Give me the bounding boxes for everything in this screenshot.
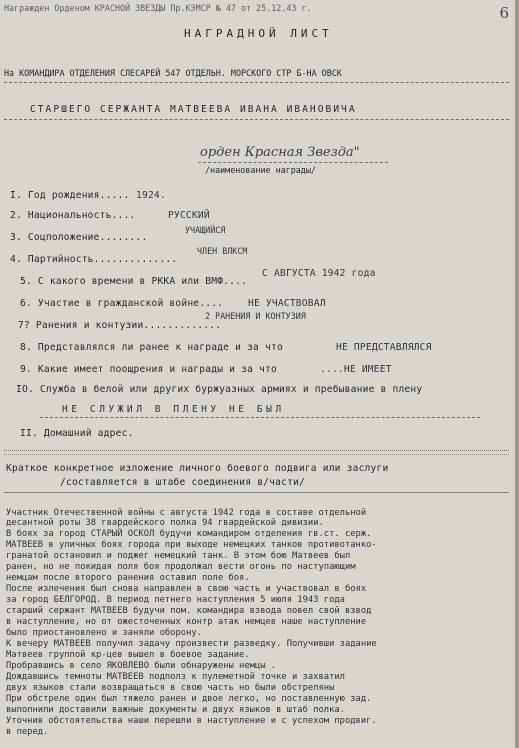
summary-line: К вечеру МАТВЕЕВ получил задачу произвести разведку. Получивши задание xyxy=(6,639,377,649)
summary-line: было приостановлено и заняли оборону. xyxy=(6,628,202,638)
unit-line: На КОМАНДИРА ОТДЕЛЕНИЯ СЛЕСАРЕЙ 547 ОТДЕЛЬН. МОРСКОГО СТР Б-НА ОВСК xyxy=(4,68,342,78)
summary-heading: Краткое конкретное изложение личного боевого подвига или заслуги xyxy=(6,463,389,474)
field-label-foreign-service: IO. Служба в белой или других буржуазных армиях и пребывание в плену xyxy=(16,384,423,395)
summary-divider xyxy=(4,492,509,493)
field-value-honors: ....НЕ ИМЕЕТ xyxy=(320,364,392,375)
field-value-party: ЧЛЕН ВЛКСМ xyxy=(197,246,248,256)
field-label-birth-year: I. Год рождения..... xyxy=(10,190,130,201)
field-label-address: II. Домашний адрес. xyxy=(20,428,134,439)
unit-underline xyxy=(4,82,509,83)
summary-line: выполнили доставили важные документы и двух языков в штаб полка. xyxy=(6,705,345,715)
field-value-social-status: УЧАЩИЙСЯ xyxy=(185,225,226,235)
summary-line: Участник Отечественной войны с августа 1942 года в составе отдельной xyxy=(6,508,367,518)
award-name-handwritten: орден Красная Звезда" xyxy=(200,145,360,160)
field-label-civil-war: 6. Участие в гражданской войне.... xyxy=(20,298,224,309)
recipient-name: СТАРШЕГО СЕРЖАНТА МАТВЕЕВА ИВАНА ИВАНОВИЧА xyxy=(30,104,357,115)
summary-line: МАТВЕЕВ в уличных боях города при выходе немецких танков противотанко- xyxy=(6,540,377,550)
summary-line: Пробравшись в село ЯКОВЛЕВО были обнаружены немцы . xyxy=(6,661,277,671)
summary-subheading: /составляется в штабе соединения в/части/ xyxy=(60,477,306,488)
summary-line: В боях за город СТАРЫЙ ОСКОЛ будучи командиром отделения гв.ст. серж. xyxy=(6,529,372,539)
field-value-wounds: 2 РАНЕНИЯ И КОНТУЗИЯ xyxy=(205,311,306,321)
field-value-birth-year: 1924. xyxy=(136,190,166,201)
field-label-party: 4. Партийность.............. xyxy=(10,254,178,265)
page-number: 6 xyxy=(499,4,509,22)
summary-line: гранатой остановил и поджег немецкий танк. В этом бою Матвеев был xyxy=(6,551,351,561)
award-note: Награжден Орденом КРАСНОЙ ЗВЕЗДЫ Пр.КЭМСР № 47 от 25.12.43 г. xyxy=(4,3,312,13)
document-title: НАГРАДНОЙ ЛИСТ xyxy=(184,27,333,40)
summary-line: старший сержант МАТВЕЕВ будучи пом. командира взвода повел свой взвод xyxy=(6,606,372,616)
summary-line: ранен, но не покидая поля боя продолжал вести огонь по наступающим xyxy=(6,562,356,572)
award-caption: /наименование награды/ xyxy=(205,165,316,175)
summary-line: Матвеев группой кр-цев вышел в боевое задание. xyxy=(6,650,250,660)
name-underline xyxy=(4,119,509,120)
field-value-previous-awards: НЕ ПРЕДСТАВЛЯЛСЯ xyxy=(336,342,432,353)
summary-line: После излечения был снова направлен в свою часть и участвовал в боях xyxy=(6,584,367,594)
field-value-foreign-service: НЕ СЛУЖИЛ В ПЛЕНУ НЕ БЫЛ xyxy=(62,404,285,415)
paper-edge xyxy=(515,0,519,748)
summary-line: двух языков стали возвращаться в свою часть но были обстреляны xyxy=(6,683,335,693)
summary-line: Дождавшись темноты МАТВЕЕВ подполз к пулеметной точке и захватил xyxy=(6,672,345,682)
field-label-nationality: 2. Национальность.... xyxy=(10,210,136,221)
field-label-service-start: 5. С какого времени в РККА или ВМФ.... xyxy=(20,276,248,287)
summary-line: за город БЕЛГОРОД. В период летнего наступления 5 июля 1943 года xyxy=(6,595,345,605)
field-value-service-start: С АВГУСТА 1942 года xyxy=(262,268,376,279)
field-label-honors: 9. Какие имеет поощрения и награды и за что xyxy=(20,364,277,375)
summary-line: в наступление, но от ожесточенных контр атак немцев наше наступление xyxy=(6,617,367,627)
summary-line: Уточнив обстоятельства наши перешли в наступление и с успехом продвиг. xyxy=(6,716,377,726)
foreign-service-underline xyxy=(40,417,480,418)
field-label-wounds: 7? Ранения и контузии............. xyxy=(18,320,222,331)
field-label-previous-awards: 8. Представлялся ли ранее к награде и за что xyxy=(20,342,283,353)
summary-line: десантной роты 38 гвардейского полка 94 гвардейской дивизии. xyxy=(6,518,324,528)
field-label-social-status: 3. Соцположение........ xyxy=(10,232,148,243)
summary-line: При обстреле один был тяжело ранен и двое легко, но поставленную зад. xyxy=(6,694,372,704)
award-underline xyxy=(198,162,388,163)
field-value-nationality: РУССКИЙ xyxy=(168,210,210,221)
field-value-civil-war: НЕ УЧАСТВОВАЛ xyxy=(248,298,326,309)
summary-line: немцам после второго ранения оставил поле боя. xyxy=(6,573,250,583)
section-divider xyxy=(4,450,509,455)
summary-line: в перед. xyxy=(6,727,49,737)
